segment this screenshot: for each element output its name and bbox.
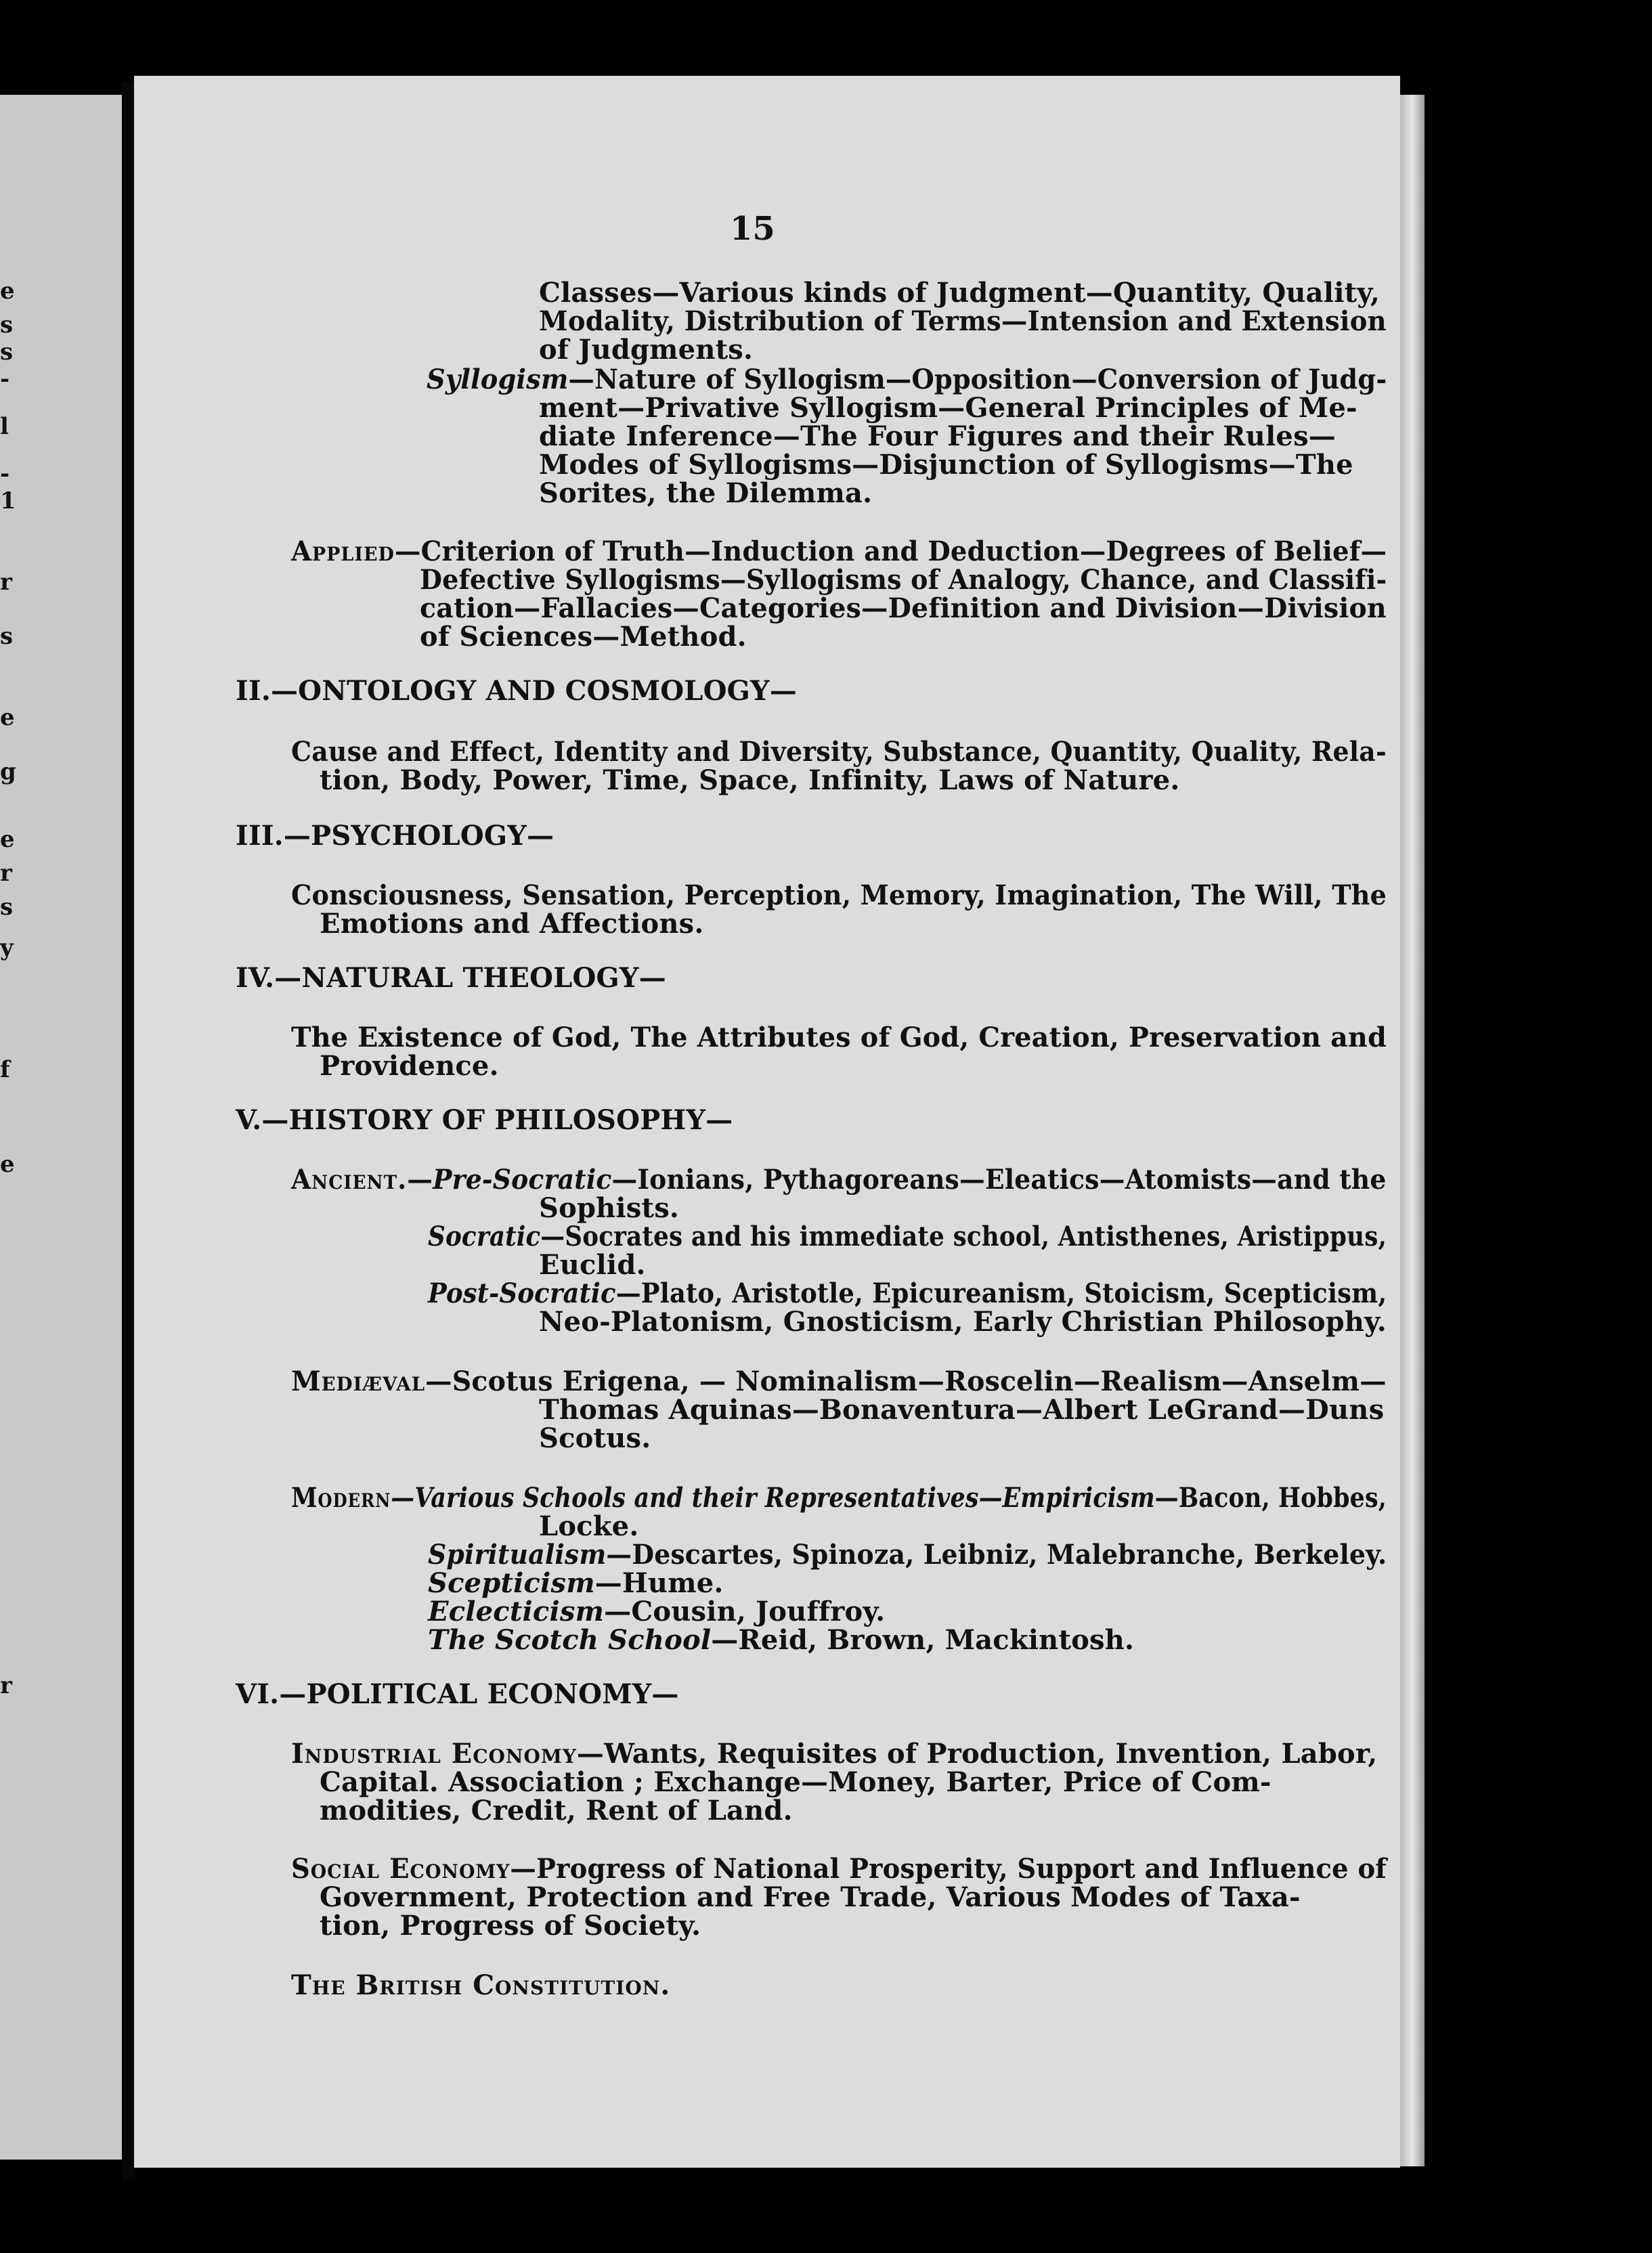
- text-line: Cause and Effect, Identity and Diversity, Substance, Quantity, Quality, Rela-: [291, 736, 1387, 768]
- eclecticism-line: [428, 1598, 885, 1626]
- margin-char: y: [0, 934, 14, 961]
- margin-char: s: [0, 623, 14, 650]
- applied-line: [291, 535, 1387, 567]
- text-line: —Progress of National Prosperity, Support and Influence of: [510, 1853, 1387, 1885]
- british-constitution: The British Constitution.: [291, 1969, 671, 2001]
- text-line: —Reid, Brown, Mackintosh.: [711, 1624, 1135, 1656]
- ancient-label: Ancient.: [291, 1164, 408, 1196]
- spiritualism-line: [428, 1541, 1387, 1569]
- margin-char: e: [0, 826, 15, 853]
- text-line: Neo-Platonism, Gnosticism, Early Christian Philosophy.: [539, 1306, 1387, 1338]
- text-line: tion, Progress of Society.: [320, 1910, 701, 1942]
- text-line: —Wants, Requisites of Production, Invention, Labor,: [576, 1738, 1378, 1770]
- text-line: —Socrates and his immediate school, Antisthenes, Aristippus,: [540, 1221, 1387, 1252]
- text-line: Locke.: [539, 1510, 639, 1542]
- industrial-label: Industrial Economy: [291, 1738, 577, 1770]
- text-line: Modes of Syllogisms—Disjunction of Syllogisms—The: [539, 449, 1353, 481]
- ancient-line: Ancient.—Pre-Socratic—Ionians, Pythagoreans—Eleatics—Atomists—and the: [291, 1164, 1387, 1196]
- text-line: Modality, Distribution of Terms—Intension and Extension: [539, 305, 1387, 337]
- left-margin-fragments: [0, 95, 20, 2160]
- modern-label: Modern: [291, 1482, 391, 1514]
- right-page-edge: [1400, 95, 1425, 2166]
- industrial-line: [291, 1740, 1377, 1768]
- text-line: The Existence of God, The Attributes of God, Creation, Preservation and: [291, 1022, 1387, 1053]
- section-heading: IV.—NATURAL THEOLOGY—: [236, 962, 666, 994]
- spiritualism-label: Spiritualism: [428, 1539, 607, 1571]
- text-line: Sorites, the Dilemma.: [539, 477, 873, 509]
- margin-char: r: [0, 1672, 12, 1699]
- text-line: Emotions and Affections.: [320, 908, 704, 940]
- margin-char: e: [0, 704, 15, 731]
- page: [134, 76, 1400, 2168]
- text-line: —Descartes, Spinoza, Leibniz, Malebranche, Berkeley.: [606, 1539, 1387, 1571]
- section-heading: II.—ONTOLOGY AND COSMOLOGY—: [236, 675, 797, 707]
- modern-line: [291, 1484, 1387, 1512]
- text-line: of Judgments.: [539, 334, 754, 366]
- text-line: Euclid.: [539, 1249, 646, 1281]
- text-line: diate Inference—The Four Figures and their Rules—: [539, 420, 1336, 452]
- scotch-line: [428, 1626, 1134, 1655]
- syllogism-label: Syllogism: [427, 364, 569, 395]
- medieval-line: [291, 1365, 1387, 1397]
- pre-socratic-label: Pre-Socratic: [433, 1164, 612, 1196]
- left-page-edge: [0, 95, 122, 2160]
- text-line: tion, Body, Power, Time, Space, Infinity, Laws of Nature.: [320, 764, 1180, 796]
- margin-char: s: [0, 311, 14, 338]
- social-line: [291, 1855, 1387, 1883]
- post-socratic-label: Post-Socratic: [428, 1277, 616, 1309]
- text-line: Thomas Aquinas—Bonaventura—Albert LeGrand—Duns: [539, 1394, 1385, 1426]
- margin-char: f: [0, 1056, 10, 1083]
- text-line: Government, Protection and Free Trade, Various Modes of Taxa-: [320, 1881, 1301, 1913]
- margin-char: r: [0, 860, 12, 887]
- margin-char: -: [0, 366, 10, 393]
- text-line: Capital. Association ; Exchange—Money, Barter, Price of Com-: [320, 1766, 1271, 1798]
- margin-char: g: [0, 758, 16, 785]
- margin-char: s: [0, 894, 14, 921]
- text-line: Defective Syllogisms—Syllogisms of Analogy, Chance, and Classifi-: [420, 564, 1387, 596]
- medieval-label: Mediæval: [291, 1365, 426, 1397]
- margin-char: l: [0, 413, 9, 440]
- text-line: —Nature of Syllogism—Opposition—Conversion of Judg-: [568, 364, 1387, 395]
- page-number: 15: [730, 210, 775, 248]
- text-line: cation—Fallacies—Categories—Definition and Division—Division: [420, 592, 1387, 624]
- text-line: Providence.: [320, 1050, 499, 1082]
- margin-char: e: [0, 278, 15, 305]
- text-line: Scotus.: [539, 1422, 651, 1454]
- applied-label: Applied: [291, 535, 395, 567]
- scepticism-line: [428, 1569, 724, 1598]
- socratic-label: Socratic: [428, 1221, 541, 1252]
- social-label: Social Economy: [291, 1853, 510, 1885]
- scepticism-label: Scepticism: [428, 1567, 595, 1599]
- scotch-label: The Scotch School: [428, 1624, 712, 1656]
- eclecticism-label: Eclecticism: [428, 1596, 605, 1627]
- syllogism-line: [427, 366, 1387, 394]
- text-line: —Scotus Erigena, — Nominalism—Roscelin—Realism—Anselm—: [425, 1365, 1387, 1397]
- book-gutter: [122, 81, 135, 2180]
- text-line: —Ionians, Pythagoreans—Eleatics—Atomists—and the: [611, 1164, 1387, 1196]
- margin-char: s: [0, 338, 14, 366]
- post-socratic-line: [428, 1279, 1387, 1308]
- section-heading: V.—HISTORY OF PHILOSOPHY—: [236, 1104, 733, 1136]
- margin-char: r: [0, 569, 12, 596]
- margin-char: e: [0, 1151, 15, 1178]
- text-line: Sophists.: [539, 1192, 680, 1224]
- text-line: Classes—Various kinds of Judgment—Quantity, Quality,: [539, 277, 1381, 309]
- margin-char: -: [0, 460, 10, 487]
- text-line: —Cousin, Jouffroy.: [604, 1596, 886, 1627]
- text-line: —Plato, Aristotle, Epicureanism, Stoicism, Scepticism,: [615, 1277, 1387, 1309]
- text-line: ment—Privative Syllogism—General Principles of Me-: [539, 392, 1357, 424]
- modern-italic: —Various Schools and their Representatives—Empiricism: [391, 1482, 1155, 1514]
- section-heading: VI.—POLITICAL ECONOMY—: [236, 1678, 679, 1710]
- text-line: —Bacon, Hobbes,: [1154, 1482, 1387, 1514]
- text-line: —Criterion of Truth—Induction and Deduction—Degrees of Belief—: [394, 535, 1387, 567]
- text-line: of Sciences—Method.: [420, 621, 747, 653]
- text-line: —Hume.: [594, 1567, 724, 1599]
- text-line: modities, Credit, Rent of Land.: [320, 1795, 793, 1827]
- socratic-line: [428, 1223, 1387, 1251]
- margin-char: 1: [0, 487, 16, 515]
- text-line: Consciousness, Sensation, Perception, Memory, Imagination, The Will, The: [291, 879, 1387, 911]
- section-heading: III.—PSYCHOLOGY—: [236, 820, 555, 852]
